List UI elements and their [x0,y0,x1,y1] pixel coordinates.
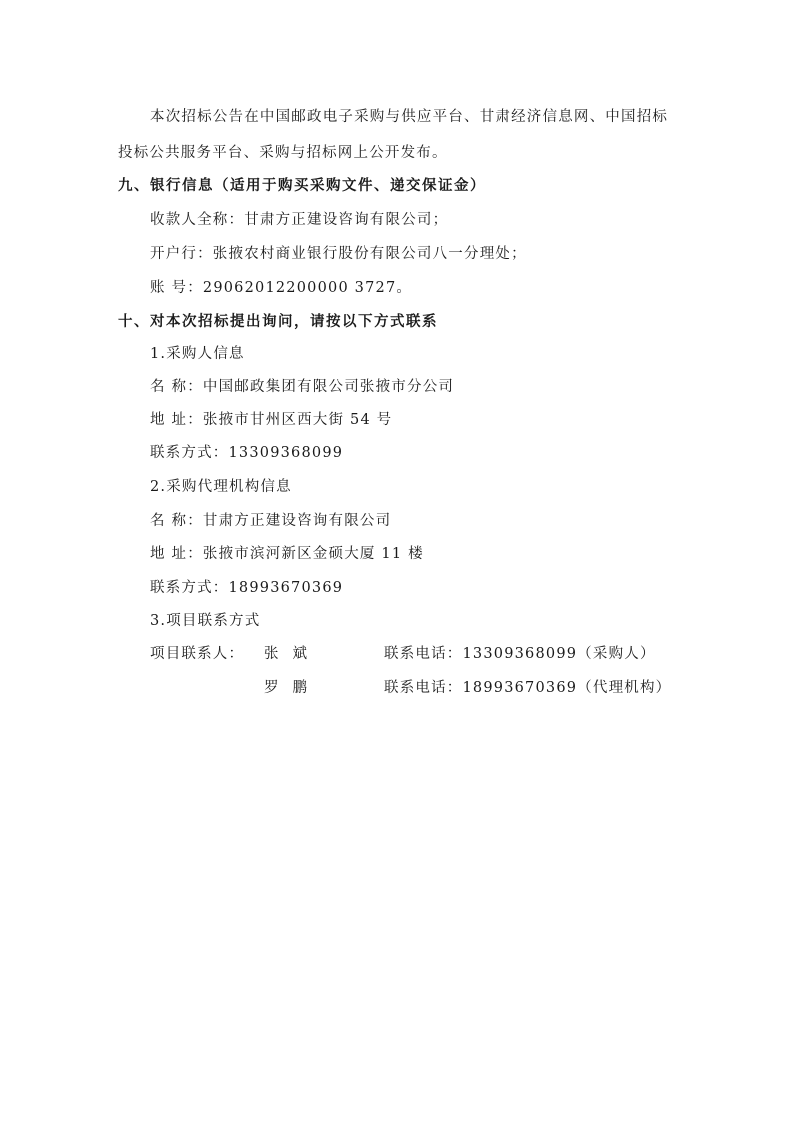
project-contact-person-1: 张斌 [264,646,321,662]
purchaser-name: 名 称：中国邮政集团有限公司张掖市分公司 [150,379,455,395]
project-contact-phone-1: 联系电话：13309368099（采购人） [384,646,656,662]
purchaser-title: 1.采购人信息 [150,346,245,362]
agency-contact: 联系方式：18993670369 [150,580,344,596]
agency-name: 名 称：甘肃方正建设咨询有限公司 [150,513,392,529]
intro-line-1: 本次招标公告在中国邮政电子采购与供应平台、甘肃经济信息网、中国招标 [150,109,669,125]
section-9-heading: 九、银行信息（适用于购买采购文件、递交保证金） [118,177,486,194]
bank-account: 账 号：29062012200000 3727。 [150,280,413,296]
section-10-heading: 十、对本次招标提出询问，请按以下方式联系 [118,313,438,330]
bank-payee: 收款人全称：甘肃方正建设咨询有限公司； [150,212,449,228]
purchaser-address: 地 址：张掖市甘州区西大街 54 号 [150,412,393,428]
agency-address: 地 址：张掖市滨河新区金硕大厦 11 楼 [150,546,424,562]
project-contact-phone-2: 联系电话：18993670369（代理机构） [384,680,672,696]
bank-name: 开户行：张掖农村商业银行股份有限公司八一分理处； [150,246,527,262]
purchaser-contact: 联系方式：13309368099 [150,445,344,461]
intro-line-2: 投标公共服务平台、采购与招标网上公开发布。 [118,145,448,161]
agency-title: 2.采购代理机构信息 [150,479,292,495]
project-contact-person-2: 罗鹏 [264,680,321,696]
project-contact-label: 项目联系人： [150,646,245,662]
project-title: 3.项目联系方式 [150,613,261,629]
